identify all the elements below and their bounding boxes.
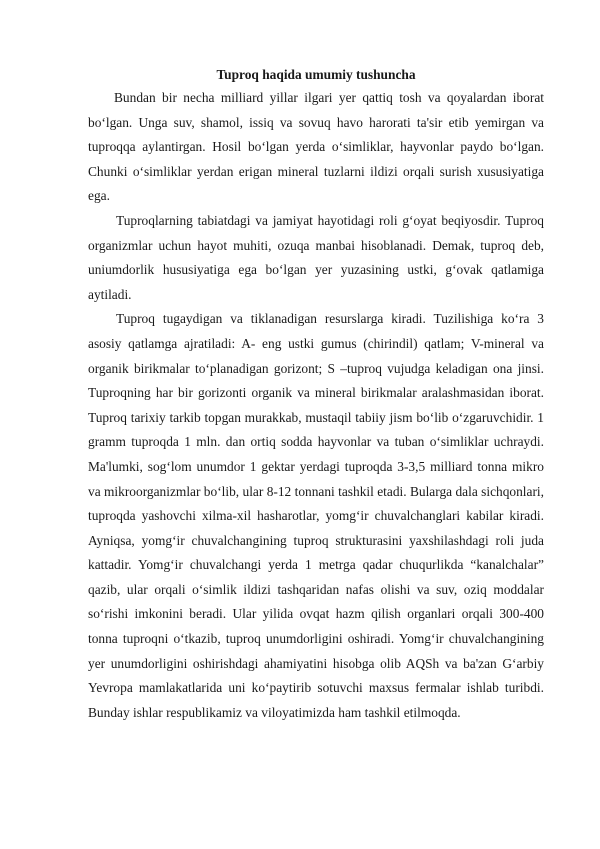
paragraph-role: Tuproqlarning tabiatdagi va jamiyat hayotidagi roli g‘oyat beqiyosdir. Tuproq organizmlar uchun hayot muhiti, ozuqa manbai hisoblanadi. Demak, tuproq deb, uniumdorlik hususiyatiga ega bo‘lgan yer yuzasining ustki, g‘ovak qatlamiga aytiladi. xyxy=(88,212,544,302)
paragraph-structure: Tuproq tugaydigan va tiklanadigan resurslarga kiradi. Tuzilishiga ko‘ra 3 asosiy qatlamga ajratiladi: A- eng ustki gumus (chirindil) qatlam; V-mineral va organik birikmalar to‘planadigan gorizont; S –tuproq vujudga keladigan ona jinsi. Tuproqning har bir gorizonti organik va mineral birikmalar aralashmasidan iborat. Tuproq tarixiy tarkib topgan murakkab, mustaqil tabiiy jism bo‘lib o‘zgaruvchidir. 1 gramm tuproqda 1 mln. dan ortiq sodda hayvonlar va tuban o‘simliklar uchraydi. Ma'lumki, sog‘lom unumdor 1 gektar yerdagi tuproqda 3-3,5 milliard tonna mikro va mikroorganizmlar bo‘lib, ular 8-12 tonnani tashkil etadi. Bularga dala sichqonlari, tuproqda yashovchi xilma-xil hasharotlar, yomg‘ir chuvalchanglari kabilar kiradi. Ayniqsa, yomg‘ir chuvalchangining tuproq strukturasini yaxshilashdagi roli juda kattadir. Yomg‘ir chuvalchangi yerda 1 metrga qadar chuqurlikda “kanalchalar” qazib, ular orqali o‘simlik ildizi tashqaridan nafas olishi va suv, oziq moddalar so‘rishi imkonini beradi. Ular yilida ovqat hazm qilish organlari orqali 300-400 tonna tuproqni o‘tkazib, tuproq unumdorligini oshiradi. Yomg‘ir chuvalchangining yer unumdorligini oshirishdagi ahamiyatini hisobga olib AQSh va ba'zan G‘arbiy Yevropa mamlakatlarida uni ko‘paytirib sotuvchi maxsus fermalar ishlab turibdi. Bunday ishlar respublikamiz va viloyatimizda ham tashkil etilmoqda. xyxy=(88,311,544,720)
document-page xyxy=(88,64,544,725)
document-title: Tuproq haqida umumiy tushuncha xyxy=(216,67,416,82)
paragraph-intro: Bundan bir necha milliard yillar ilgari yer qattiq tosh va qoyalardan iborat bo‘lgan. Unga suv, shamol, issiq va sovuq havo harorati ta'sir etib yemirgan va tuproqqa aylantirgan. Hosil bo‘lgan yerda o‘simliklar, hayvonlar paydo bo‘lgan. Chunki o‘simliklar yerdan erigan mineral tuzlarni ildizi orqali surish xususiyatiga ega. xyxy=(88,90,544,204)
